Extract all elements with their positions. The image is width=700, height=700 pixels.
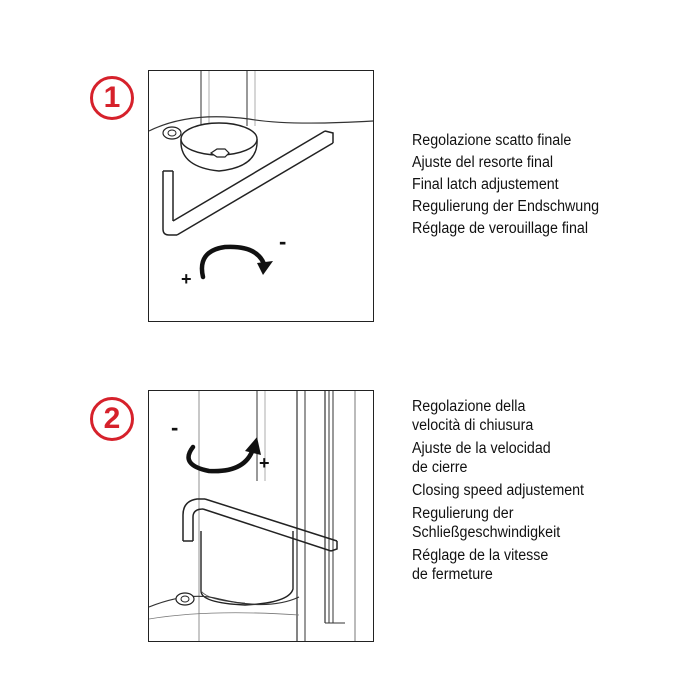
caption-english: Final latch adjustement [412, 176, 559, 193]
minus-sign: - [171, 415, 179, 440]
step-2-illustration [148, 390, 374, 642]
caption-spanish: Ajuste del resorte final [412, 154, 554, 171]
caption-english-line-1: Closing speed adjustement [412, 482, 585, 499]
caption-german-line-2: Schließgeschwindigkeit [412, 524, 561, 541]
caption-french-line-1: Réglage de la vitesse [412, 547, 549, 564]
step-1-number-badge [90, 76, 134, 120]
step-1-illustration [148, 70, 374, 322]
hinge-cylinder-icon [201, 531, 293, 605]
hinge-cylinder-icon [181, 123, 257, 171]
caption-italian-line-2: velocità di chiusura [412, 417, 534, 434]
caption-german-line-1: Regulierung der [412, 505, 514, 522]
minus-sign: - [279, 229, 287, 254]
caption-spanish-line-1: Ajuste de la velocidad [412, 440, 551, 457]
step-2-number-badge [90, 397, 134, 441]
plus-sign: + [259, 453, 270, 473]
step-2-number: 2 [103, 402, 121, 435]
step-1-drawing [149, 71, 373, 321]
caption-italian: Regolazione scatto finale [412, 132, 572, 149]
plus-sign: + [181, 269, 192, 289]
step-1-number: 1 [103, 81, 121, 114]
step-1-captions [412, 130, 599, 240]
caption-german: Regulierung der Endschwung [412, 198, 600, 215]
caption-french: Réglage de verouillage final [412, 220, 589, 237]
rotation-arrow-icon [202, 247, 273, 277]
caption-french-line-2: de fermeture [412, 566, 493, 583]
caption-spanish-line-2: de cierre [412, 459, 468, 476]
step-2-drawing [149, 391, 373, 641]
screw-icon [163, 127, 181, 139]
step-2-captions [412, 397, 584, 584]
screw-icon [176, 593, 194, 605]
caption-italian-line-1: Regolazione della [412, 398, 526, 415]
rotation-arrow-icon [189, 437, 261, 471]
